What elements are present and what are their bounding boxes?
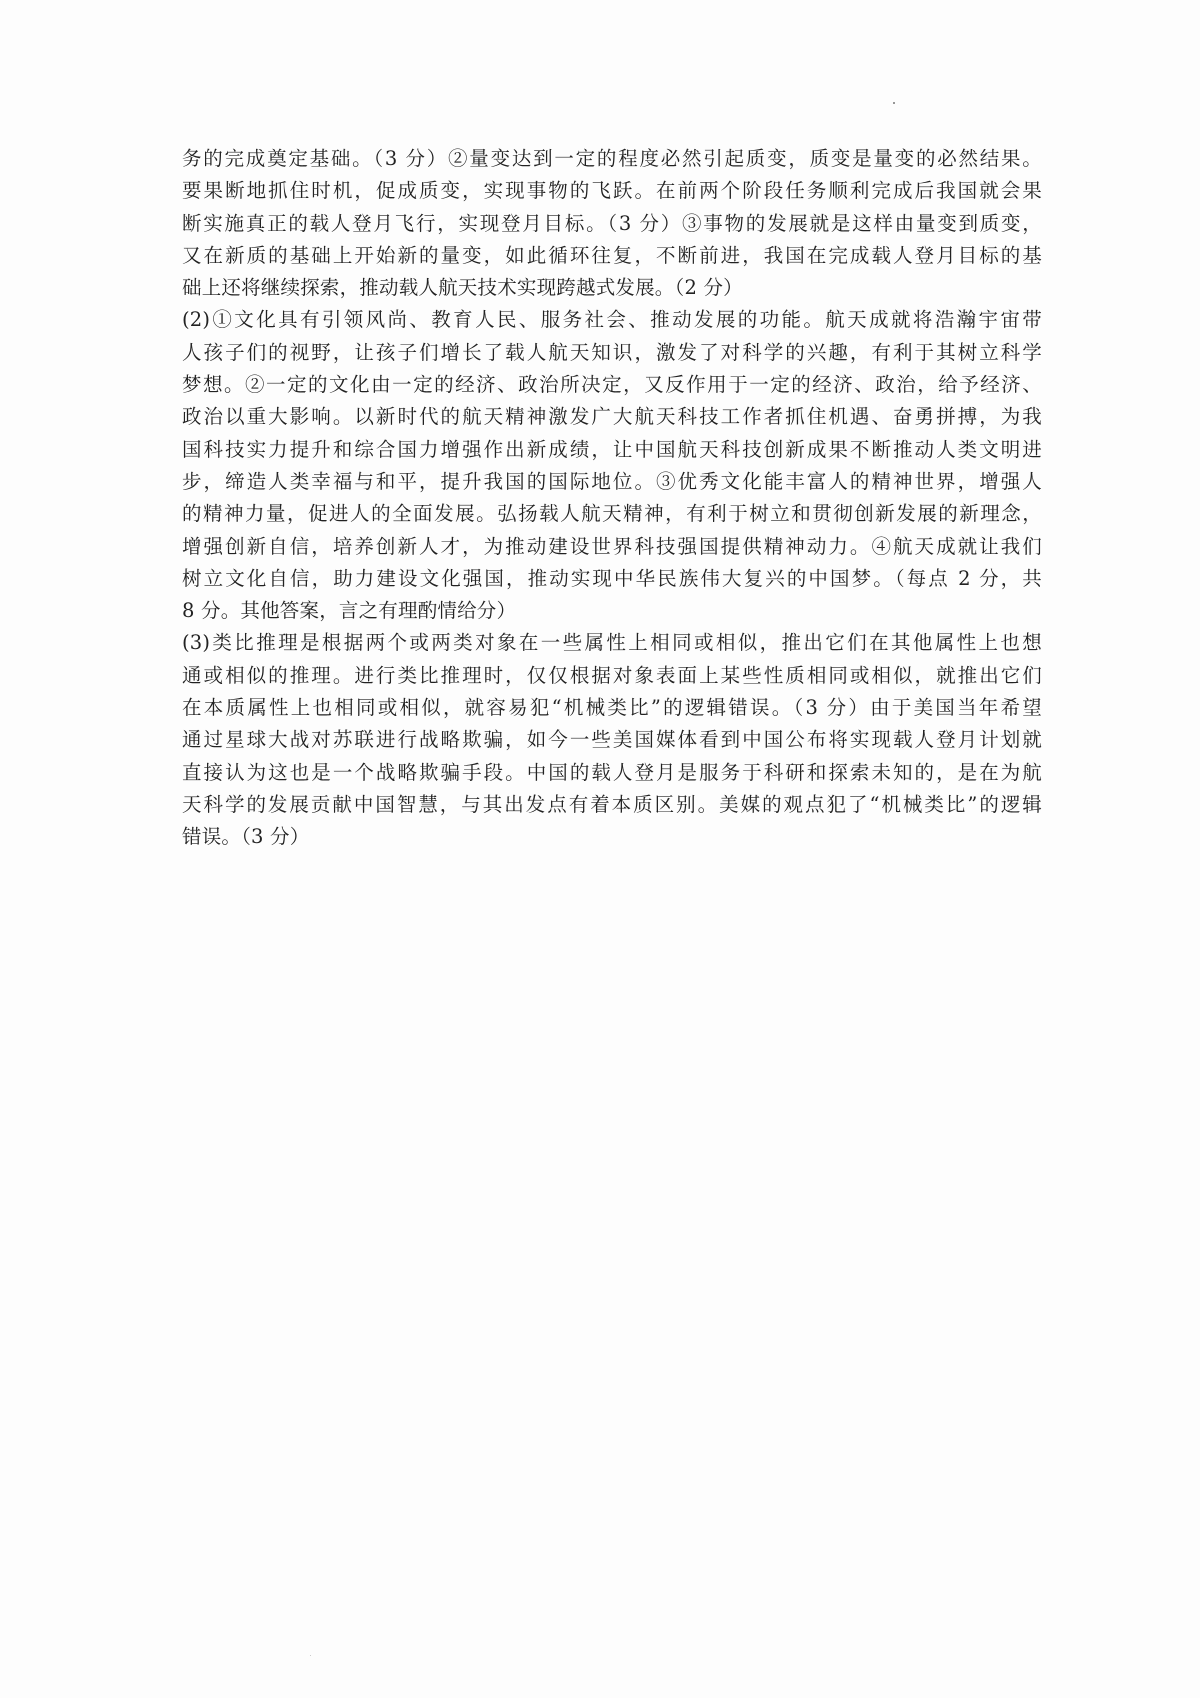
text-line: 错误。（3 分） — [182, 825, 310, 849]
text-line: 人孩子们的视野，让孩子们增长了载人航天知识，激发了对科学的兴趣，有利于其树立科学 — [182, 340, 1042, 364]
text-line: 直接认为这也是一个战略欺骗手段。中国的载人登月是服务于科研和探索未知的，是在为航 — [182, 760, 1042, 784]
text-line: 政治以重大影响。以新时代的航天精神激发广大航天科技工作者抓住机遇、奋勇拼搏，为我 — [182, 405, 1042, 429]
text-line: 断实施真正的载人登月飞行，实现登月目标。（3 分）③事物的发展就是这样由量变到质变， — [182, 211, 1042, 235]
answer-text-block — [182, 143, 1042, 854]
text-line: 树立文化自信，助力建设文化强国，推动实现中华民族伟大复兴的中国梦。（每点 2 分，共 — [182, 566, 1042, 590]
text-line: 增强创新自信，培养创新人才，为推动建设世界科技强国提供精神动力。④航天成就让我们 — [182, 534, 1042, 558]
text-line: 务的完成奠定基础。（3 分）②量变达到一定的程度必然引起质变，质变是量变的必然结果。 — [182, 147, 1042, 170]
text-line: 梦想。②一定的文化由一定的经济、政治所决定，又反作用于一定的经济、政治，给予经济、 — [182, 373, 1042, 397]
text-line: 又在新质的基础上开始新的量变，如此循环往复，不断前进，我国在完成载人登月目标的基 — [182, 243, 1042, 267]
text-line: 础上还将继续探索，推动载人航天技术实现跨越式发展。（2 分） — [182, 276, 743, 300]
text-line: 8 分。其他答案，言之有理酌情给分） — [182, 599, 517, 623]
text-line: (2)①文化具有引领风尚、教育人民、服务社会、推动发展的功能。航天成就将浩瀚宇宙带 — [182, 308, 1042, 332]
text-line: 通或相似的推理。进行类比推理时，仅仅根据对象表面上某些性质相同或相似，就推出它们 — [182, 663, 1042, 687]
text-line: 天科学的发展贡献中国智慧，与其出发点有着本质区别。美媒的观点犯了“机械类比”的逻辑 — [182, 792, 1042, 816]
text-line: 要果断地抓住时机，促成质变，实现事物的飞跃。在前两个阶段任务顺利完成后我国就会果 — [182, 179, 1042, 203]
text-line: 步，缔造人类幸福与和平，提升我国的国际地位。③优秀文化能丰富人的精神世界，增强人 — [182, 469, 1042, 493]
text-line: 在本质属性上也相同或相似，就容易犯“机械类比”的逻辑错误。（3 分）由于美国当年希望 — [182, 696, 1042, 720]
scan-speck — [893, 102, 895, 104]
text-line: 的精神力量，促进人的全面发展。弘扬载人航天精神，有利于树立和贯彻创新发展的新理念， — [182, 502, 1042, 526]
text-line: 通过星球大战对苏联进行战略欺骗，如今一些美国媒体看到中国公布将实现载人登月计划就 — [182, 728, 1042, 752]
text-line: (3)类比推理是根据两个或两类对象在一些属性上相同或相似，推出它们在其他属性上也想 — [182, 631, 1042, 655]
text-line: 国科技实力提升和综合国力增强作出新成绩，让中国航天科技创新成果不断推动人类文明进 — [182, 437, 1042, 461]
scan-speck — [310, 1655, 311, 1656]
